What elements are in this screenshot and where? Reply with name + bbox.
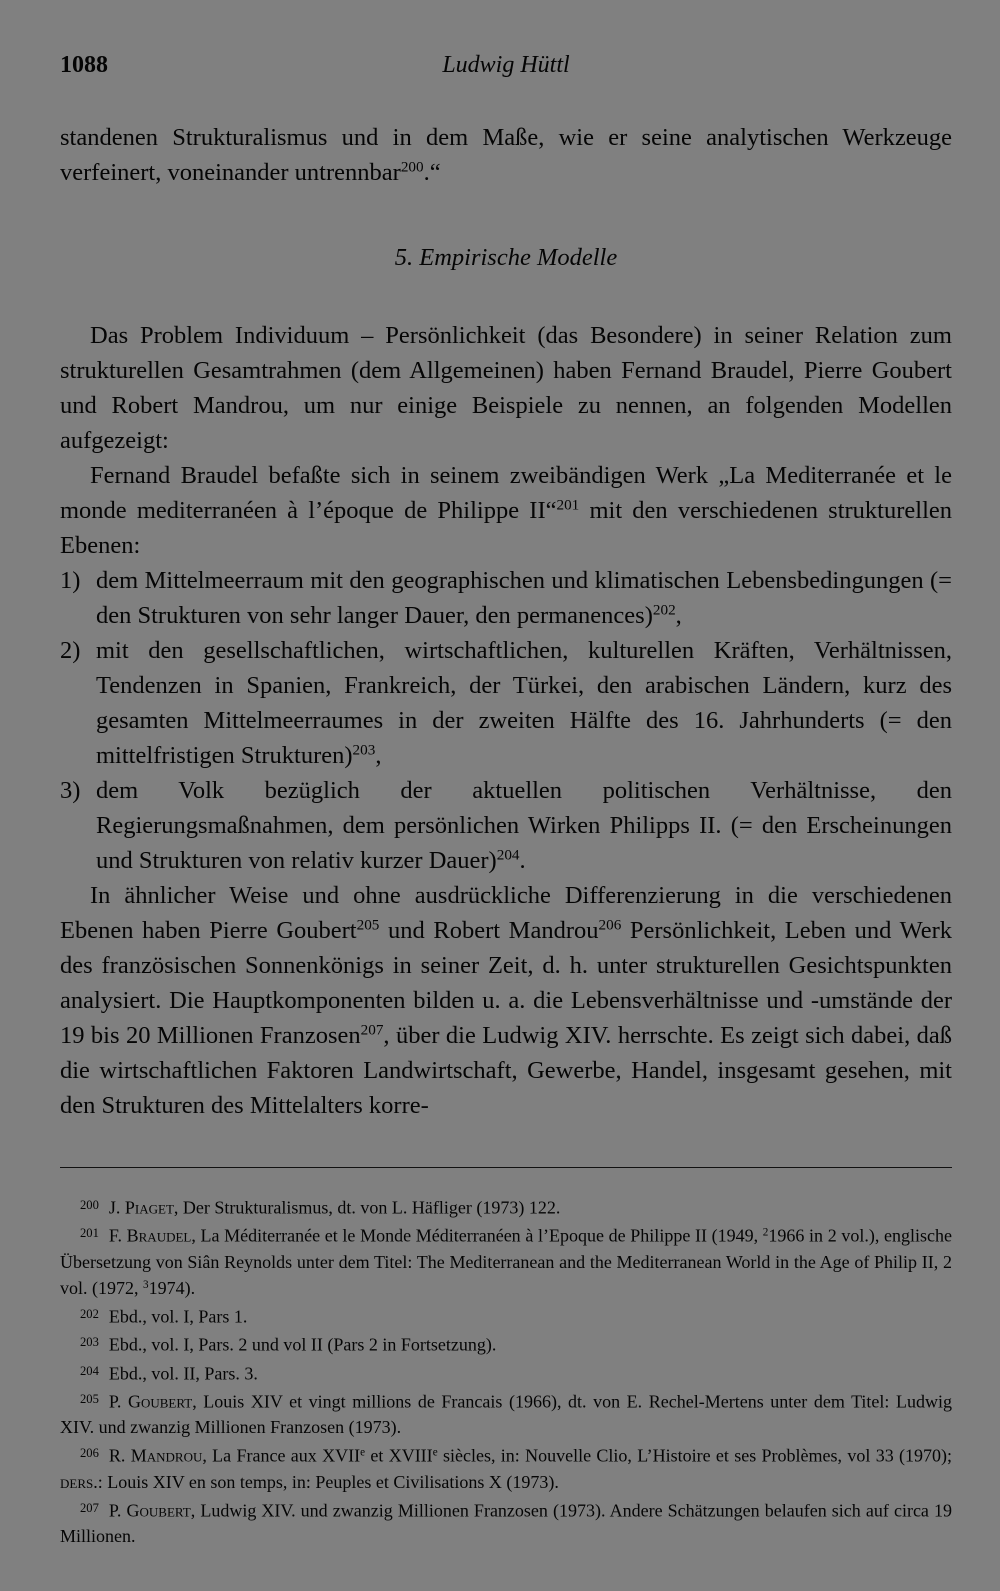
footnote-ref: 203 bbox=[352, 741, 376, 759]
footnote-ref: 207 bbox=[360, 1021, 384, 1039]
main-text bbox=[60, 120, 952, 1123]
footnotes bbox=[60, 1192, 952, 1549]
footnote: $^{203}$ Ebd., vol. I, Pars. 2 und vol II (Pars 2 in Fortsetzung). bbox=[80, 1334, 497, 1355]
page-number: 1088 bbox=[60, 52, 108, 78]
paragraph: Das Problem Individuum – Persönlichkeit (das Besondere) in seiner Relation zum strukturellen Gesamtrahmen (dem Allgemeinen) haben Fernand Braudel, Pierre Goubert und Robert Mandrou, um nur einige Beispiele zu nennen, an folgenden Modellen aufgezeigt: bbox=[60, 322, 952, 454]
list-item: 2) mit den gesellschaftlichen, wirtschaftlichen, kulturellen Kräften, Verhältnissen, Tendenzen in Spanien, Frankreich, der Türkei, den arabischen Ländern, kurz des gesamten Mittelmeerraumes in der zweiten Hälfte des 16. Jahrhunderts (= den mittelfristigen Strukturen)$^{203}$, bbox=[60, 637, 952, 769]
footnote: $^{206}$ R. Mandrou, La France aux XVIIe et XVIIIe siècles, in: Nouvelle Clio, L’Histoire et ses Problèmes, vol 33 (1970); ders.: Louis XIV en son temps, in: Peuples et Civilisations X (1973). bbox=[60, 1445, 953, 1492]
footnote: $^{201}$ F. Braudel, La Méditerranée et le Monde Méditerranéen à l’Epoque de Philippe II (1949, $^2$1966 in 2 vol.), englische Übersetzung von Siân Reynolds unter dem Titel: The Mediterranean and the Mediterranean World in the Age of Philip II, 2 vol. (1972, $^3$1974). bbox=[60, 1225, 952, 1298]
footnote-ref: 200 bbox=[400, 158, 424, 176]
page-header bbox=[60, 52, 952, 88]
list-item: 3) dem Volk bezüglich der aktuellen politischen Verhältnisse, den Regierungsmaßnahmen, dem persönlichen Wirken Philipps II. (= den Erscheinungen und Strukturen von relativ kurzer Dauer)$^{204}$. bbox=[60, 777, 952, 874]
footnote-ref: 201 bbox=[556, 496, 580, 514]
footnote: $^{202}$ Ebd., vol. I, Pars 1. bbox=[80, 1306, 248, 1327]
footnote-ref: 204 bbox=[496, 846, 520, 864]
section-title: 5. Empirische Modelle bbox=[394, 244, 618, 271]
footnote-divider bbox=[60, 1167, 952, 1168]
footnote-ref: 202 bbox=[652, 601, 676, 619]
paragraph: Fernand Braudel befaßte sich in seinem zweibändigen Werk „La Mediterranée et le monde mediterranéen à l’époque de Philippe II“$^{201}$ mit den verschiedenen strukturellen Ebenen: bbox=[60, 462, 952, 559]
footnote: $^{204}$ Ebd., vol. II, Pars. 3. bbox=[80, 1363, 258, 1384]
running-head: Ludwig Hüttl bbox=[442, 52, 570, 78]
list-item: 1) dem Mittelmeerraum mit den geographischen und klimatischen Lebensbedingungen (= den Strukturen von sehr langer Dauer, den permanences)$^{202}$, bbox=[60, 567, 952, 629]
footnote: $^{205}$ P. Goubert, Louis XIV et vingt millions de Francais (1966), dt. von E. Rechel-Mertens unter dem Titel: Ludwig XIV. und zwanzig Millionen Franzosen (1973). bbox=[60, 1391, 952, 1438]
footnote: $^{207}$ P. Goubert, Ludwig XIV. und zwanzig Millionen Franzosen (1973). Andere Schätzungen belaufen sich auf circa 19 Millionen. bbox=[60, 1500, 953, 1547]
paragraph: In ähnlicher Weise und ohne ausdrückliche Differenzierung in die verschiedenen Ebenen haben Pierre Goubert$^{205}$ und Robert Mandrou$^{206}$ Persönlichkeit, Leben und Werk des französischen Sonnenkönigs in seiner Zeit, d. h. unter strukturellen Gesichtspunkten analysiert. Die Hauptkomponenten bilden u. a. die Lebensverhältnisse und -umstände der 19 bis 20 Millionen Franzosen$^{207}$, über die Ludwig XIV. herrschte. Es zeigt sich dabei, daß die wirtschaftlichen Faktoren Landwirtschaft, Gewerbe, Handel, insgesamt gesehen, mit den Strukturen des Mittelalters korre- bbox=[60, 882, 953, 1119]
footnote: $^{200}$ J. Piaget, Der Strukturalismus, dt. von L. Häfliger (1973) 122. bbox=[80, 1197, 561, 1218]
footnote-ref: 206 bbox=[598, 916, 622, 934]
footnote-ref: 205 bbox=[356, 916, 380, 934]
intro-paragraph: standenen Strukturalismus und in dem Maße, wie er seine analytischen Werkzeuge verfeinert, voneinander untrennbar$^{200}$.“ bbox=[60, 124, 952, 186]
